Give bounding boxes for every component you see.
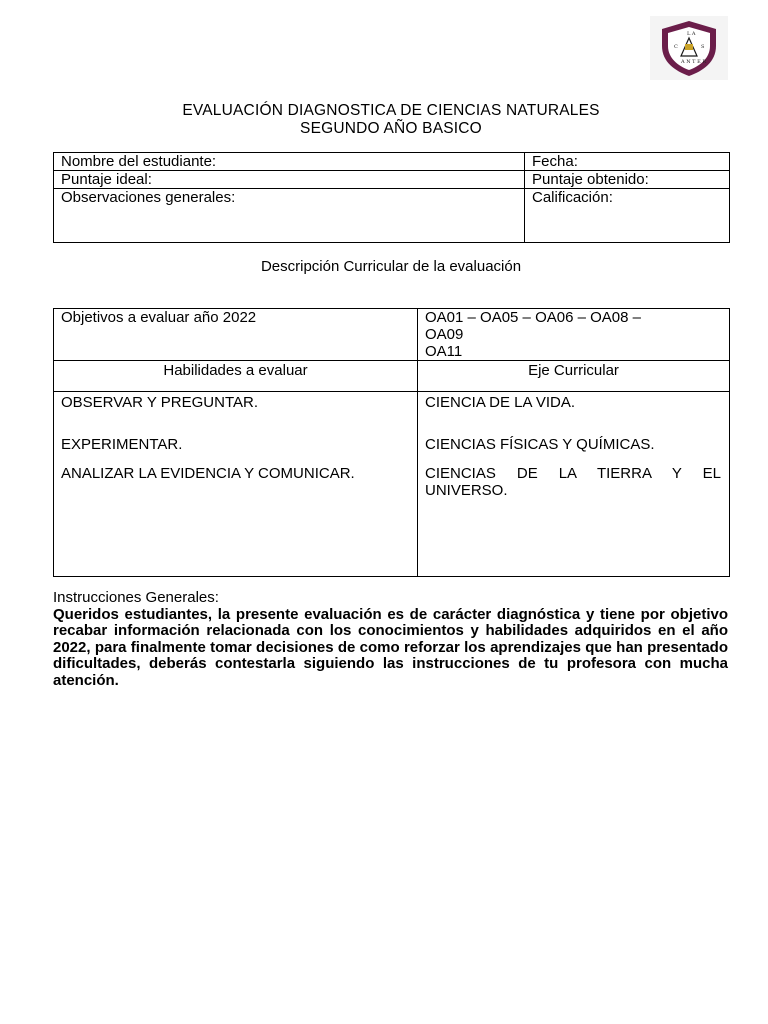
- date-cell[interactable]: [525, 153, 730, 171]
- objectives-value-line: OA01 – OA05 – OA06 – OA08 –: [425, 309, 641, 326]
- obtained-score-cell[interactable]: [525, 171, 730, 189]
- svg-text:S: S: [701, 44, 705, 50]
- svg-text:L A: L A: [687, 31, 696, 37]
- skills-header: Habilidades a evaluar: [163, 362, 308, 379]
- instructions-heading: Instrucciones Generales:: [53, 589, 219, 606]
- curricular-description-title: Descripción Curricular de la evaluación: [260, 258, 522, 275]
- grade-label: Calificación:: [532, 189, 613, 206]
- student-name-label: Nombre del estudiante:: [61, 153, 217, 170]
- observations-label: Observaciones generales:: [61, 189, 236, 206]
- curricular-axis-header: Eje Curricular: [528, 362, 619, 379]
- student-name-cell[interactable]: [54, 153, 525, 171]
- axis-item: CIENCIAS DE LA TIERRA Y EL UNIVERSO.: [425, 465, 721, 499]
- objectives-value-line: OA09: [425, 326, 464, 343]
- instructions-body: Queridos estudiantes, la presente evaluación es de carácter diagnóstica y tiene por objetivo recabar información relacionada con los conocimientos y habilidades adquiridos en el año 2022, para finalmente tomar decisiones de como reforzar los aprendizajes que han presentado dificultades, deberás contestarla siguiendo las instrucciones de tu profesora con mucha atención.: [53, 605, 728, 689]
- grade-cell[interactable]: [525, 189, 730, 243]
- general-instructions: [53, 590, 728, 689]
- school-crest-logo: [650, 16, 728, 80]
- svg-text:A N T E R: A N T E R: [681, 59, 707, 65]
- student-info-table: [53, 152, 730, 243]
- axis-item: CIENCIA DE LA VIDA.: [425, 394, 576, 411]
- objectives-value-line: OA11: [425, 343, 463, 360]
- document-title: EVALUACIÓN DIAGNOSTICA DE CIENCIAS NATURALES: [182, 102, 600, 119]
- observations-cell[interactable]: [54, 189, 525, 243]
- curriculum-table: [53, 308, 730, 577]
- skill-item: OBSERVAR Y PREGUNTAR.: [61, 394, 258, 411]
- date-label: Fecha:: [532, 153, 578, 170]
- skill-item: ANALIZAR LA EVIDENCIA Y COMUNICAR.: [61, 465, 355, 482]
- svg-text:C: C: [674, 44, 678, 50]
- axis-item: CIENCIAS FÍSICAS Y QUÍMICAS.: [425, 436, 655, 453]
- skill-item: EXPERIMENTAR.: [61, 436, 183, 453]
- ideal-score-cell[interactable]: [54, 171, 525, 189]
- objectives-label: Objetivos a evaluar año 2022: [61, 309, 257, 326]
- ideal-score-label: Puntaje ideal:: [61, 171, 152, 188]
- obtained-score-label: Puntaje obtenido:: [532, 171, 649, 188]
- document-subtitle: SEGUNDO AÑO BASICO: [300, 120, 482, 137]
